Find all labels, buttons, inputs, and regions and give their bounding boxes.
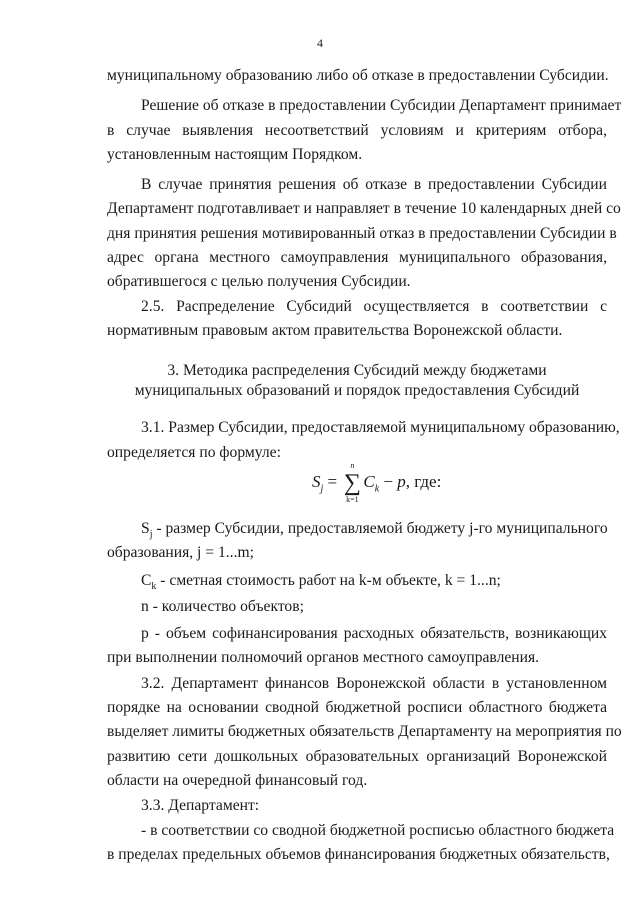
text-line: выделяет лимиты бюджетных обязательств Департаменту на мероприятия по — [107, 723, 622, 740]
text-line: области на очередной финансовый год. — [107, 772, 368, 789]
text-line: обратившегося с целью получения Субсидии. — [107, 273, 411, 290]
text-line: p - объем софинансирования расходных обязательств, возникающих — [141, 625, 607, 642]
text-line: - в соответствии со сводной бюджетной росписью областного бюджета — [141, 822, 615, 839]
text-line: В случае принятия решения об отказе в предоставлении Субсидии — [141, 176, 607, 193]
text-line: 2.5. Распределение Субсидий осуществляется в соответствии с — [141, 298, 607, 315]
text-line: образования, j = 1...m; — [107, 544, 254, 561]
text-line: нормативным правовым актом правительства Воронежской области. — [107, 322, 563, 339]
text-line: в пределах предельных объемов финансирования бюджетных обязательств, — [107, 846, 610, 863]
text-line: адрес органа местного самоуправления муниципального образования, — [107, 249, 607, 266]
text-line: Департамент подготавливает и направляет в течение 10 календарных дней со — [107, 200, 621, 217]
text-line: при выполнении полномочий органов местного самоуправления. — [107, 649, 540, 666]
text-line: в случае выявления несоответствий условиям и критериям отбора, — [107, 122, 607, 139]
text-line: Решение об отказе в предоставлении Субсидии Департамент принимает — [141, 97, 622, 114]
text-line: 3.1. Размер Субсидии, предоставляемой муниципальному образованию, — [141, 419, 620, 436]
text-line: установленным настоящим Порядком. — [107, 146, 363, 163]
text-line: дня принятия решения мотивированный отказ в предоставлении Субсидии в — [107, 225, 617, 242]
definition-line: $S_j$ - размер Субсидии, предоставляемой бюджету j-го муниципального — [141, 520, 608, 541]
text-line: порядке на основании сводной бюджетной росписи областного бюджета — [107, 699, 607, 716]
definition-line: $C_k$ - сметная стоимость работ на k-м объекте, k = 1...n; — [141, 572, 501, 593]
page-number: 4 — [317, 36, 323, 50]
text-line: определяется по формуле: — [107, 444, 281, 461]
section-heading-line: муниципальных образований и порядок предоставления Субсидий — [134, 382, 580, 399]
text-line: n - количество объектов; — [141, 598, 304, 615]
subsidy-formula: $S_j$ = n ∑ k=1 $C_k - p$, где: — [312, 461, 442, 504]
text-line: 3.3. Департамент: — [141, 797, 260, 814]
text-line: 3.2. Департамент финансов Воронежской области в установленном — [141, 675, 607, 692]
text-line: муниципальному образованию либо об отказе в предоставлении Субсидии. — [107, 67, 609, 84]
text-line: развитию сети дошкольных образовательных организаций Воронежской — [107, 748, 607, 765]
section-heading-line: 3. Методика распределения Субсидий между бюджетами — [167, 362, 547, 379]
